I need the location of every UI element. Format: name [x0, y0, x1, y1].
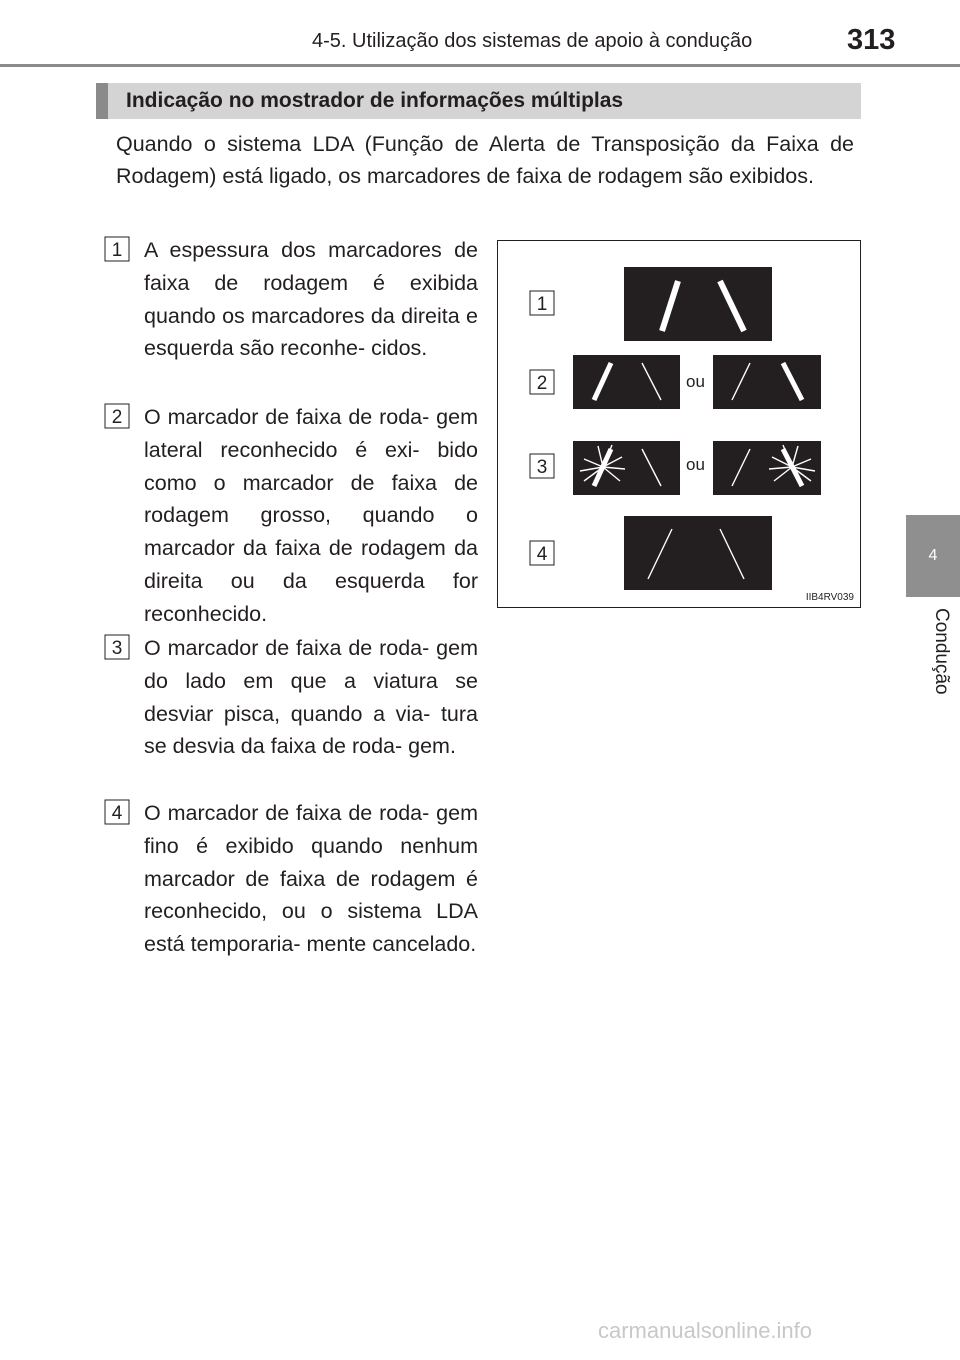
list-item-text: O marcador de faixa de roda- gem lateral reconhecido é exi- bido como o marcador de faixa de rodagem grosso, quando o marcador da faixa de rodagem da direita ou da esquerda for reconhecido.: [144, 405, 478, 626]
lane-marker-figure: [497, 240, 861, 608]
number-badge-icon: [104, 236, 130, 262]
figure-code: IIB4RV039: [805, 592, 854, 603]
header-divider: [0, 64, 960, 67]
section-title: Indicação no mostrador de informações múltiplas: [126, 89, 624, 112]
svg-text:1: 1: [536, 294, 548, 315]
lane-display-3b: [713, 441, 821, 495]
section-header: [96, 83, 861, 119]
figure-or-label: ou: [686, 455, 705, 474]
list-item-4: [104, 797, 478, 961]
lane-display-3a: [573, 441, 680, 495]
svg-text:3: 3: [536, 457, 548, 478]
chapter-tab-label: Condução: [931, 608, 952, 695]
chapter-tab: [906, 515, 960, 597]
list-item-text: O marcador de faixa de roda- gem do lado em que a viatura se desviar pisca, quando a via- tura se desvia da faixa de roda- gem.: [144, 636, 478, 759]
lane-display-1: [624, 267, 772, 341]
number-badge-icon: [104, 403, 130, 429]
chapter-tab-number: 4: [928, 547, 938, 564]
list-item-2: [104, 401, 478, 631]
lane-display-2a: [573, 355, 680, 409]
list-item-3: [104, 632, 478, 763]
intro-paragraph: Quando o sistema LDA (Função de Alerta de Transposição da Faixa de Rodagem) está ligado, os marcadores de faixa de rodagem são exibidos.: [116, 132, 854, 188]
list-item-number: 1: [111, 240, 123, 261]
number-badge-icon: [104, 634, 130, 660]
list-item-number: 4: [111, 803, 123, 824]
list-item-number: 3: [111, 638, 123, 659]
page-number: 313: [847, 24, 896, 56]
figure-or-label: ou: [686, 372, 705, 391]
lane-display-2b: [713, 355, 821, 409]
watermark: carmanualsonline.info: [598, 1318, 813, 1343]
figure-label-4-icon: [529, 540, 555, 566]
svg-text:4: 4: [536, 544, 548, 565]
svg-text:2: 2: [536, 373, 548, 394]
figure-label-3-icon: [529, 453, 555, 479]
list-item-number: 2: [111, 407, 123, 428]
list-item-text: O marcador de faixa de roda- gem fino é exibido quando nenhum marcador de faixa de rodagem é reconhecido, ou o sistema LDA está temporaria- mente cancelado.: [144, 801, 478, 957]
lane-display-4: [624, 516, 772, 590]
number-badge-icon: [104, 799, 130, 825]
list-item-text: A espessura dos marcadores de faixa de rodagem é exibida quando os marcadores da direita e esquerda são reconhe- cidos.: [144, 238, 478, 361]
list-item-1: [104, 234, 478, 365]
figure-label-2-icon: [529, 369, 555, 395]
chapter-title: 4-5. Utilização dos sistemas de apoio à condução: [312, 30, 753, 52]
figure-label-1-icon: [529, 290, 555, 316]
